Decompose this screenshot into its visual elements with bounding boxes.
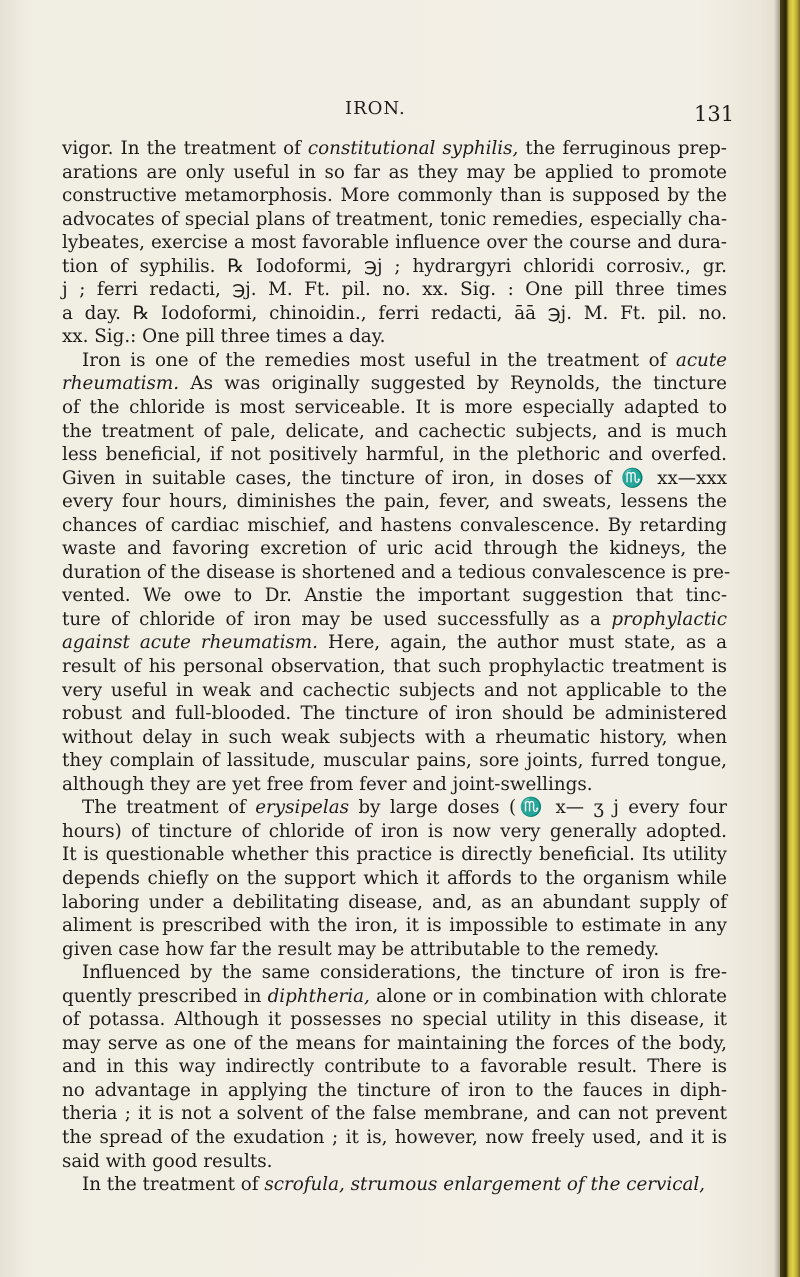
text-run: lybeates, exercise a most favorable influence over the course and dura-: [62, 232, 727, 254]
text-run: constructive metamorphosis. More commonly than is supposed by the: [62, 185, 727, 207]
text-run: duration of the disease is shortened and a tedious convalescence is pre-: [62, 561, 731, 583]
text-line: [62, 1008, 727, 1032]
text-run: ture of chloride of iron may be used successfully as a: [62, 608, 612, 630]
text-run: theria ; it is not a solvent of the false membrane, and can not prevent: [62, 1103, 727, 1125]
text-run: said with good results.: [62, 1150, 273, 1172]
text-line: [62, 208, 727, 232]
text-run: aliment is prescribed with the iron, it is impossible to estimate in any: [62, 915, 727, 937]
text-run: of potassa. Although it possesses no special utility in this disease, it: [62, 1009, 727, 1031]
text-run: although they are yet free from fever and joint-swellings.: [62, 773, 593, 795]
text-line: [62, 702, 727, 726]
italic-text: against acute rheumatism.: [62, 632, 318, 654]
text-run: by large doses (♏ x— ʒ j every four: [348, 797, 727, 819]
italic-text: rheumatism.: [62, 373, 180, 395]
text-run: robust and full-blooded. The tincture of iron should be administered: [62, 703, 727, 725]
paragraph: [62, 137, 727, 349]
paragraph: [62, 796, 727, 961]
text-run: the ferruginous prep-: [518, 138, 727, 159]
text-line: [62, 255, 727, 279]
text-line: [62, 985, 727, 1009]
text-run: a day. ℞ Iodoformi, chinoidin., ferri redacti, āā ℈j. M. Ft. pil. no.: [62, 302, 727, 324]
text-line: [62, 537, 727, 561]
text-run: very useful in weak and cachectic subjects and not applicable to the: [62, 679, 727, 701]
text-run: quently prescribed in: [62, 985, 268, 1007]
text-run: Here, again, the author must state, as a: [317, 632, 728, 654]
text-line: [62, 679, 727, 703]
text-run: vigor. In the treatment of: [62, 138, 308, 159]
text-line: [62, 1102, 727, 1126]
text-run: given case how far the result may be attributable to the remedy.: [62, 938, 660, 960]
text-line: [62, 867, 727, 891]
text-line: [62, 1055, 727, 1079]
text-line: [62, 773, 727, 797]
text-line: [62, 1173, 727, 1197]
text-run: Iron is one of the remedies most useful in the treatment of: [82, 349, 676, 371]
text-run: It is questionable whether this practice is directly beneficial. Its utility: [62, 844, 727, 866]
text-line: [62, 1079, 727, 1103]
text-line: [62, 1126, 727, 1150]
text-run: result of his personal observation, that such prophylactic treatment is: [62, 656, 727, 678]
text-run: the spread of the exudation ; it is, however, now freely used, and it is: [62, 1126, 727, 1148]
text-line: [62, 325, 727, 349]
text-run: alone or in combination with chlorate: [369, 985, 727, 1007]
text-run: tion of syphilis. ℞ Iodoformi, ℈j ; hydrargyri chloridi corrosiv., gr.: [62, 255, 727, 277]
text-run: Influenced by the same considerations, the tincture of iron is fre-: [82, 962, 727, 984]
italic-text: erysipelas: [255, 797, 349, 819]
text-run: they complain of lassitude, muscular pains, sore joints, furred tongue,: [62, 750, 727, 772]
text-run: without delay in such weak subjects with a rheumatic history, when: [62, 726, 727, 748]
text-run: advocates of special plans of treatment, tonic remedies, especially cha-: [62, 208, 727, 230]
text-line: [62, 749, 727, 773]
text-run: laboring under a debilitating disease, and, as an abundant supply of: [62, 891, 727, 913]
text-run: every four hours, diminishes the pain, fever, and sweats, lessens the: [62, 491, 727, 513]
text-line: [62, 137, 727, 161]
running-head: IRON.: [345, 98, 406, 119]
text-run: and in this way indirectly contribute to a favorable result. There is: [62, 1056, 727, 1078]
text-run: arations are only useful in so far as they may be applied to promote: [62, 161, 727, 183]
body-text: [62, 137, 731, 1197]
text-run: of the chloride is most serviceable. It is more especially adapted to: [62, 397, 727, 419]
text-line: [62, 467, 727, 491]
text-line: [62, 726, 727, 750]
page-header: [0, 98, 800, 128]
text-run: the treatment of pale, delicate, and cachectic subjects, and is much: [62, 420, 727, 442]
text-line: [62, 396, 727, 420]
text-line: [62, 938, 727, 962]
text-line: [62, 278, 727, 302]
text-line: [62, 820, 727, 844]
text-run: chances of cardiac mischief, and hastens convalescence. By retarding: [62, 514, 727, 536]
text-run: As was originally suggested by Reynolds, the tincture: [179, 373, 727, 395]
text-run: depends chiefly on the support which it affords to the organism while: [62, 867, 727, 889]
italic-text: scrofula, strumous enlargement of the cervical,: [264, 1174, 705, 1196]
text-line: [62, 302, 727, 326]
text-run: hours) of tincture of chloride of iron is now very generally adopted.: [62, 820, 727, 842]
text-run: j ; ferri redacti, ℈j. M. Ft. pil. no. xx. Sig. : One pill three times: [62, 279, 727, 301]
text-line: [62, 891, 727, 915]
text-line: [62, 584, 727, 608]
text-run: may serve as one of the means for maintaining the forces of the body,: [62, 1032, 727, 1054]
text-line: [62, 796, 727, 820]
italic-text: constitutional syphilis,: [307, 138, 519, 159]
text-run: less beneficial, if not positively harmful, in the plethoric and overfed.: [62, 444, 727, 466]
text-run: no advantage in applying the tincture of iron to the fauces in diph-: [62, 1079, 727, 1101]
text-run: Given in suitable cases, the tincture of iron, in doses of ♏ xx—xxx: [62, 467, 727, 489]
text-run: In the treatment of: [82, 1174, 265, 1196]
text-run: xx. Sig.: One pill three times a day.: [62, 326, 386, 348]
text-line: [62, 443, 727, 467]
text-line: [62, 372, 727, 396]
italic-text: diphtheria,: [267, 985, 370, 1007]
text-line: [62, 843, 727, 867]
text-line: [62, 561, 731, 585]
italic-text: prophylactic: [611, 608, 727, 630]
text-run: vented. We owe to Dr. Anstie the important suggestion that tinc-: [62, 585, 727, 607]
text-line: [62, 1150, 727, 1174]
text-line: [62, 961, 727, 985]
text-line: [62, 1032, 727, 1056]
binding-edge: [780, 0, 800, 1277]
text-run: The treatment of: [82, 797, 256, 819]
text-line: [62, 914, 727, 938]
text-line: [62, 608, 727, 632]
text-run: waste and favoring excretion of uric acid through the kidneys, the: [62, 538, 727, 560]
text-line: [62, 420, 727, 444]
paragraph: [62, 1173, 727, 1197]
italic-text: acute: [675, 349, 727, 371]
page-number: 131: [694, 102, 735, 126]
text-line: [62, 161, 727, 185]
text-line: [62, 184, 727, 208]
text-line: [62, 349, 727, 373]
text-line: [62, 514, 727, 538]
paragraph: [62, 349, 731, 796]
text-line: [62, 490, 727, 514]
paragraph: [62, 961, 727, 1173]
text-line: [62, 231, 727, 255]
text-line: [62, 631, 727, 655]
text-line: [62, 655, 727, 679]
